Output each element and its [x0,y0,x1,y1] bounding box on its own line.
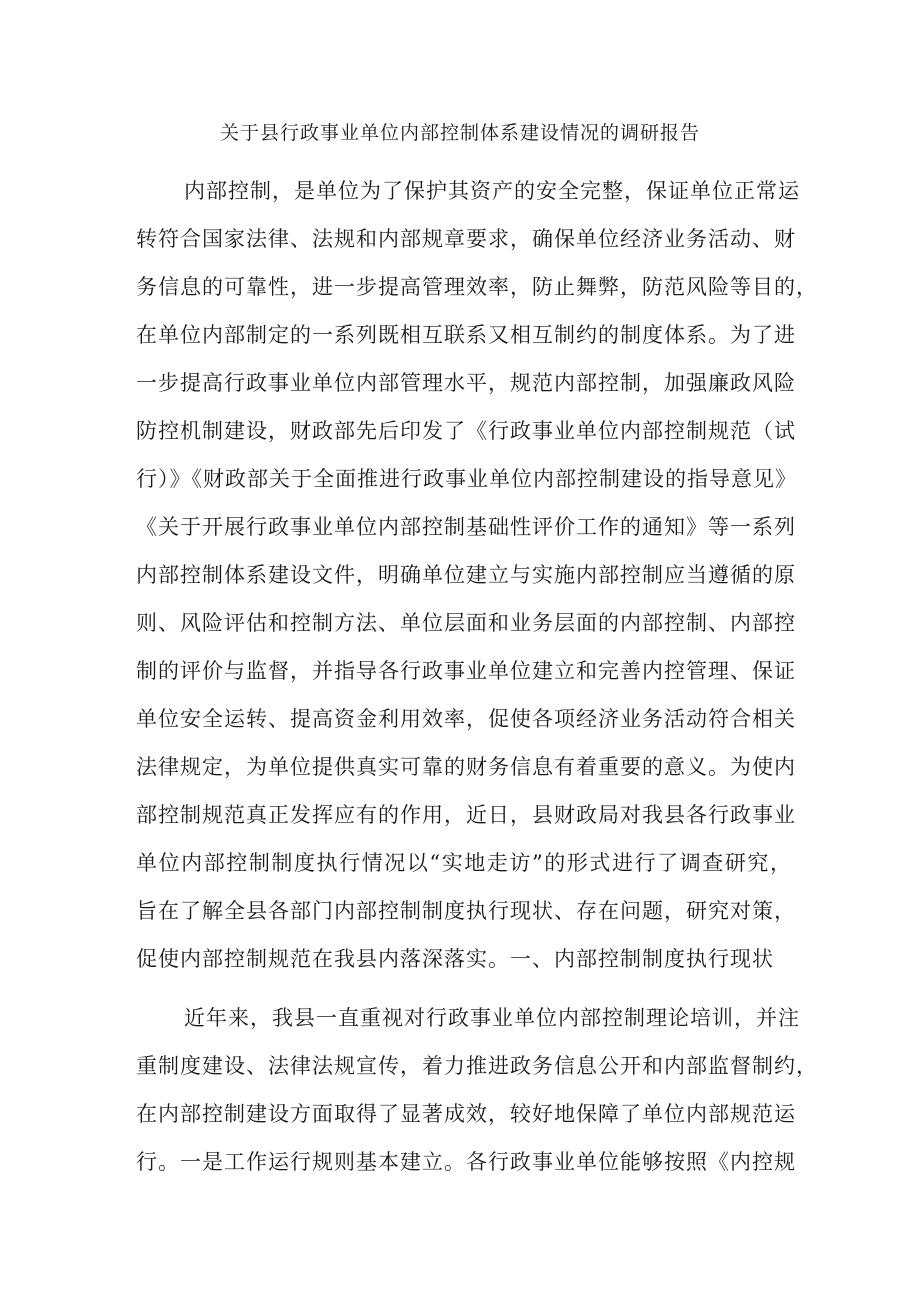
text-line: 行。一是工作运行规则基本建立。各行政事业单位能够按照《内控规 [136,1150,796,1174]
text-line: 部控制规范真正发挥应有的作用，近日，县财政局对我县各行政事业 [136,803,796,827]
text-line: 内部控制，是单位为了保护其资产的安全完整，保证单位正常运 [184,179,800,203]
text-line: 在单位内部制定的一系列既相互联系又相互制约的制度体系。为了进 [136,323,796,347]
text-line: 在内部控制建设方面取得了显著成效，较好地保障了单位内部规范运 [136,1102,796,1126]
text-line: 则、风险评估和控制方法、单位层面和业务层面的内部控制、内部控 [136,611,796,635]
text-line: 近年来，我县一直重视对行政事业单位内部控制理论培训，并注 [184,1006,800,1030]
text-line: 单位安全运转、提高资金利用效率，促使各项经济业务活动符合相关 [136,707,796,731]
text-line: 务信息的可靠性，进一步提高管理效率，防止舞弊，防范风险等目的， [136,275,818,299]
text-line: 制的评价与监督，并指导各行政事业单位建立和完善内控管理、保证 [136,659,796,683]
text-line: 重制度建设、法律法规宣传，着力推进政务信息公开和内部监督制约， [136,1054,818,1078]
text-line: 法律规定，为单位提供真实可靠的财务信息有着重要的意义。为使内 [136,755,796,779]
text-line: 内部控制体系建设文件，明确单位建立与实施内部控制应当遵循的原 [136,563,796,587]
text-line: 行）》《财政部关于全面推进行政事业单位内部控制建设的指导意见》 [136,467,797,491]
text-line: 单位内部控制制度执行情况以“实地走访”的形式进行了调查研究， [136,851,792,875]
text-line: 一步提高行政事业单位内部管理水平，规范内部控制，加强廉政风险 [136,371,796,395]
document-title: 关于县行政事业单位内部控制体系建设情况的调研报告 [219,122,700,144]
text-line: 《关于开展行政事业单位内部控制基础性评价工作的通知》等一系列 [136,515,796,539]
text-line: 旨在了解全县各部门内部控制制度执行现状、存在问题，研究对策， [136,899,796,923]
text-line: 防控机制建设，财政部先后印发了《行政事业单位内部控制规范（试 [136,419,796,443]
text-line: 转符合国家法律、法规和内部规章要求，确保单位经济业务活动、财 [136,227,796,251]
text-line: 促使内部控制规范在我县内落深落实。一、内部控制制度执行现状 [136,947,774,971]
